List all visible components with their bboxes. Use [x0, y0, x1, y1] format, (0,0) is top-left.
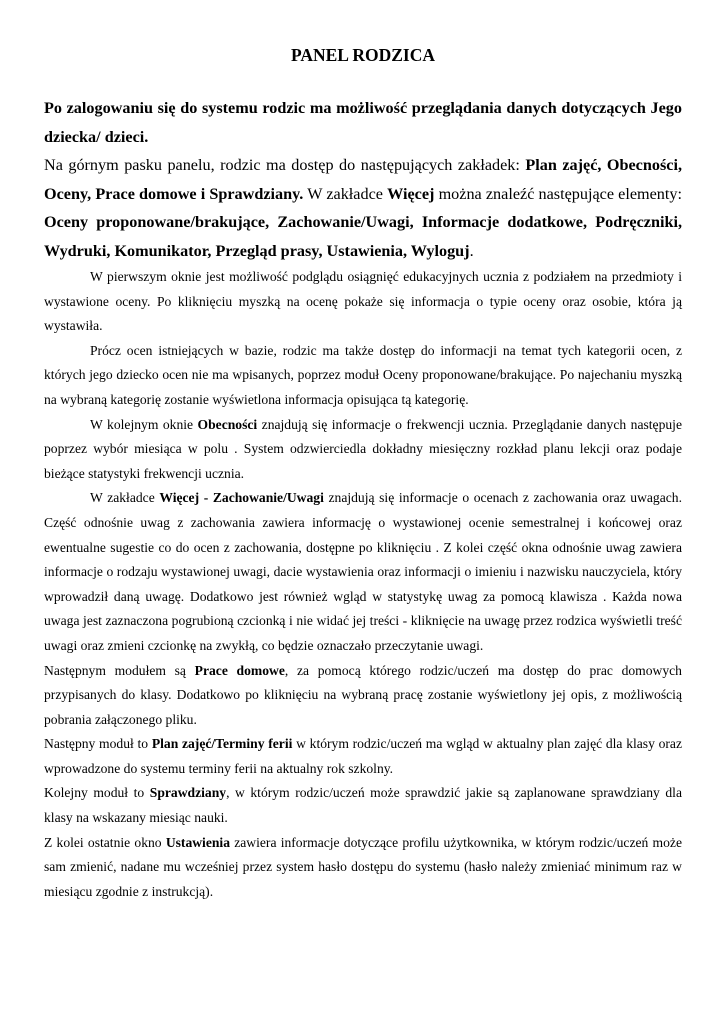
prace-post: , za pomocą którego rodzic/uczeń ma dostęp do prac domowych przypisanych do klasy. Dodatkowo po kliknięciu na wybraną pracę zostanie wyświetlony jej opis, z możliwością pobrania załączonego pliku.	[44, 662, 682, 727]
obecnosci-post: znajdują się informacje o frekwencji ucznia. Przeglądanie danych następuje poprzez wybór miesiąca w polu . System odzwierciedla dokładny miesięczny rozkład planu lekcji oraz podaje bieżące statystyki frekwencji ucznia.	[44, 416, 682, 481]
plan-pre: Następny moduł to	[44, 736, 152, 752]
paragraph-zachowanie	[44, 486, 682, 658]
paragraph-oceny: W pierwszym oknie jest możliwość podglądu osiągnięć edukacyjnych ucznia z podziałem na przedmioty i wystawione oceny. Po kliknięciu myszką na ocenę pokaże się informacja o typie oceny oraz osobie, która ją wystawiła.	[44, 269, 682, 334]
intro-more-prefix: W zakładce	[303, 184, 388, 203]
ustawienia-post: zawiera informacje dotyczące profilu użytkownika, w którym rodzic/uczeń może sam zmienić, nadane mu wcześniej przez system hasło dostępu do systemu (hasło należy zmieniać minimum raz w miesiącu zgodnie z instrukcją).	[44, 834, 682, 899]
paragraph-oceny-proponowane: Prócz ocen istniejących w bazie, rodzic ma także dostęp do informacji na temat tych kategorii ocen, z których jego dziecko ocen nie ma wpisanych, poprzez moduł Oceny proponowane/brakujące. Po najechaniu myszką na wybraną kategorię zostanie wyświetlona informacja opisująca tą kategorię.	[44, 342, 682, 407]
zachowanie-pre: W zakładce	[90, 490, 160, 506]
paragraph-obecnosci	[44, 413, 682, 487]
zachowanie-bold: Więcej - Zachowanie/Uwagi	[159, 490, 324, 506]
obecnosci-bold: Obecności	[197, 416, 258, 432]
zachowanie-post: znajdują się informacje o ocenach z zachowania oraz uwagach. Część odnośnie uwag z zachowania zawiera informację o wystawionej ocenie semestralnej i końcowej oraz ewentualne sugestie co do ocen z zachowania, dostępne po kliknięciu . Z kolei część okna odnośnie uwag zawiera informacje o rodzaju wystawionej uwagi, dacie wystawienia oraz informacji o imieniu i nazwisku nauczyciela, który wprowadził daną uwagę. Dodatkowo jest również wgląd w statystykę uwag za pomocą klawisza . Każda nowa uwaga jest zaznaczona pogrubioną czcionką i nie widać jej treści - kliknięcie na uwagę przez rodzica wyświetli treść uwagi oraz zmieni czcionkę na zwykłą, co będzie oznaczało przeczytanie uwagi.	[44, 490, 682, 653]
page-title: PANEL RODZICA	[290, 45, 436, 65]
sprawdziany-post: , w którym rodzic/uczeń może sprawdzić jakie są zaplanowane sprawdziany dla klasy na wskazany miesiąc nauki.	[44, 785, 682, 826]
obecnosci-pre: W kolejnym oknie	[90, 416, 198, 432]
intro-heading-text: Po zalogowaniu się do systemu rodzic ma możliwość przeglądania danych dotyczących Jego dziecka/ dzieci.	[44, 99, 682, 146]
intro-tabs-prefix: Na górnym pasku panelu, rodzic ma dostęp do następujących zakładek:	[44, 156, 526, 174]
intro-tabs-list: Plan zajęć, Obecności, Oceny, Prace domowe i Sprawdziany.	[44, 156, 682, 203]
plan-post: w którym rodzic/uczeń ma wgląd w aktualny plan zajęć dla klasy oraz wprowadzone do systemu terminy ferii na aktualny rok szkolny.	[44, 736, 682, 776]
intro-tabs-paragraph	[44, 151, 682, 265]
prace-bold: Prace domowe	[194, 662, 285, 678]
paragraph-prace-domowe	[44, 659, 682, 733]
ustawienia-pre: Z kolei ostatnie okno	[44, 834, 166, 850]
sprawdziany-pre: Kolejny moduł to	[44, 785, 150, 801]
intro-heading	[44, 94, 682, 151]
intro-more-end: .	[469, 241, 474, 260]
sprawdziany-bold: Sprawdziany	[149, 785, 227, 801]
paragraph-plan-zajec	[44, 732, 682, 781]
prace-pre: Następnym modułem są	[44, 662, 195, 678]
intro-more-tab: Więcej	[387, 184, 435, 203]
intro-more-items: Oceny proponowane/brakujące, Zachowanie/Uwagi, Informacje dodatkowe, Podręczniki, Wydruki, Komunikator, Przegląd prasy, Ustawienia, Wyloguj	[44, 213, 682, 260]
paragraph-ustawienia	[44, 831, 682, 905]
ustawienia-bold: Ustawienia	[165, 834, 231, 850]
plan-bold: Plan zajęć/Terminy ferii	[151, 736, 293, 752]
paragraph-sprawdziany	[44, 781, 682, 830]
intro-more-mid: można znaleźć następujące elementy:	[434, 184, 682, 203]
